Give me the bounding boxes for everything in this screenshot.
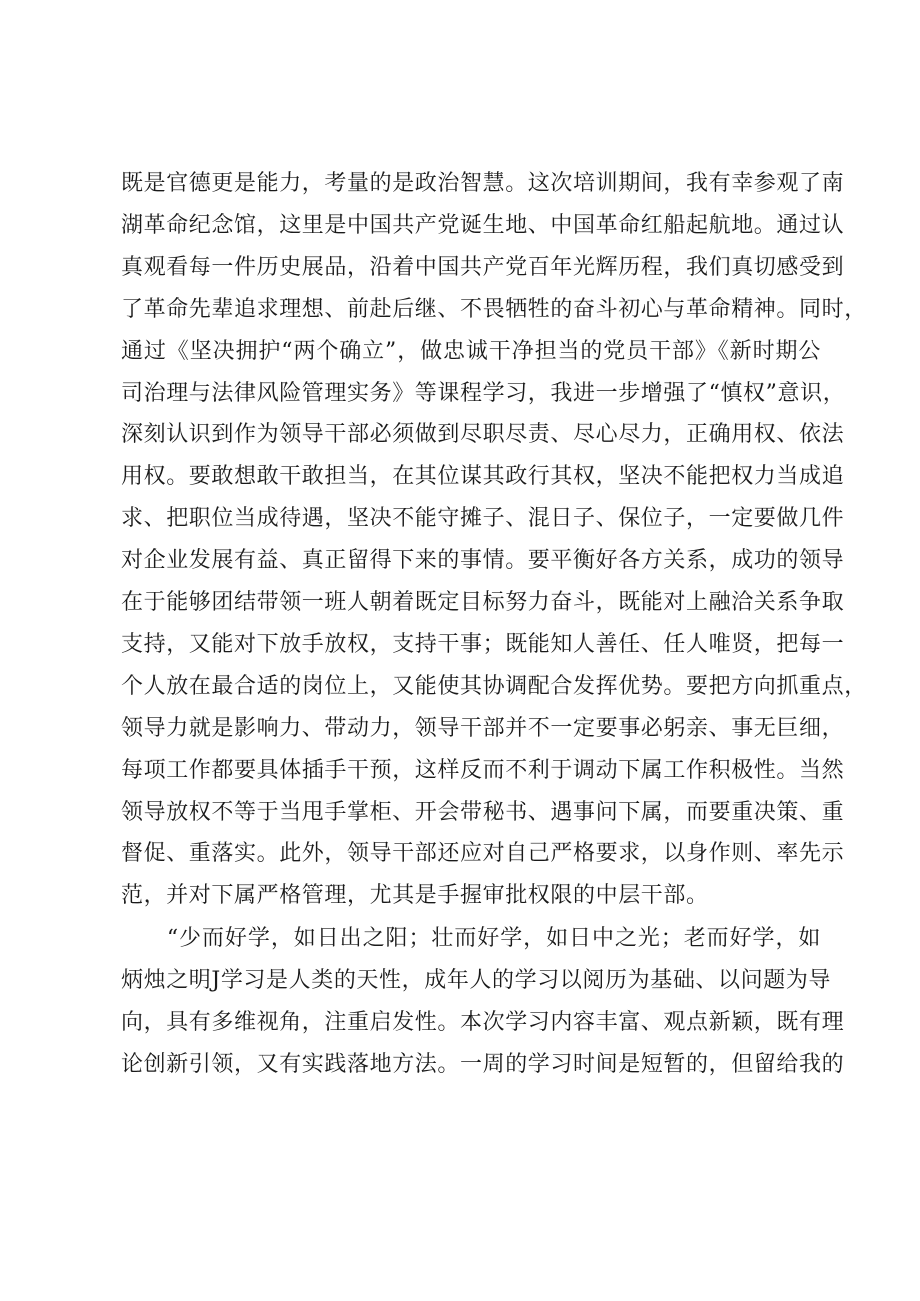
paragraph-line: 真观看每一件历史展品，沿着中国共产党百年光辉历程，我们真切感受到: [121, 254, 845, 280]
paragraph-line: 在于能够团结带领一班人朝着既定目标努力奋斗，既能对上融洽关系争取: [121, 590, 845, 615]
paragraph-line: 深刻认识到作为领导干部必须做到尽职尽责、尽心尽力，正确用权、依法: [121, 422, 845, 448]
paragraph-line: 督促、重落实。此外，领导干部还应对自己严格要求，以身作则、率先示: [121, 841, 845, 867]
paragraph-line: 向，具有多维视角，注重启发性。本次学习内容丰富、观点新颖，既有理: [121, 1009, 845, 1035]
paragraph-line: 论创新引领，又有实践落地方法。一周的学习时间是短暂的，但留给我的: [121, 1051, 845, 1077]
paragraph-line: 求、把职位当成待遇，坚决不能守摊子、混日子、保位子，一定要做几件: [121, 506, 845, 532]
paragraph-line: 领导力就是影响力、带动力，领导干部并不一定要事必躬亲、事无巨细，: [121, 715, 845, 741]
paragraph-line: 既是官德更是能力，考量的是政治智慧。这次培训期间，我有幸参观了南: [121, 171, 845, 196]
paragraph-line: “少而好学，如日出之阳；壮而好学，如日中之光；老而好学，如: [121, 926, 821, 951]
paragraph-line: 每项工作都要具体插手干预，这样反而不利于调动下属工作积极性。当然: [121, 757, 845, 783]
paragraph-line: 了革命先辈追求理想、前赴后继、不畏牺牲的奋斗初心与革命精神。同时，: [121, 296, 867, 322]
paragraph-line: 支持，又能对下放手放权，支持干事；既能知人善任、任人唯贤，把每一: [121, 631, 845, 657]
paragraph-line: 对企业发展有益、真正留得下来的事情。要平衡好各方关系，成功的领导: [121, 548, 845, 574]
paragraph-line-last: 范，并对下属严格管理，尤其是手握审批权限的中层干部。: [121, 883, 709, 909]
paragraph-line: 领导放权不等于当甩手掌柜、开会带秘书、遇事问下属，而要重决策、重: [121, 799, 845, 825]
paragraph-line: 个人放在最合适的岗位上，又能使其协调配合发挥优势。要把方向抓重点，: [121, 673, 867, 699]
paragraph-line: 炳烛之明J学习是人类的天性，成年人的学习以阅历为基础、以问题为导: [121, 967, 832, 993]
paragraph-line: 司治理与法律风险管理实务》等课程学习，我进一步增强了“慎权”意识，: [121, 380, 846, 406]
paragraph-line: 湖革命纪念馆，这里是中国共产党诞生地、中国革命红船起航地。通过认: [121, 212, 845, 238]
paragraph-line: 通过《坚决拥护“两个确立”，做忠诚干净担当的党员干部》《新时期公: [121, 338, 821, 364]
paragraph-line: 用权。要敢想敢干敢担当，在其位谋其政行其权，坚决不能把权力当成追: [121, 464, 845, 490]
